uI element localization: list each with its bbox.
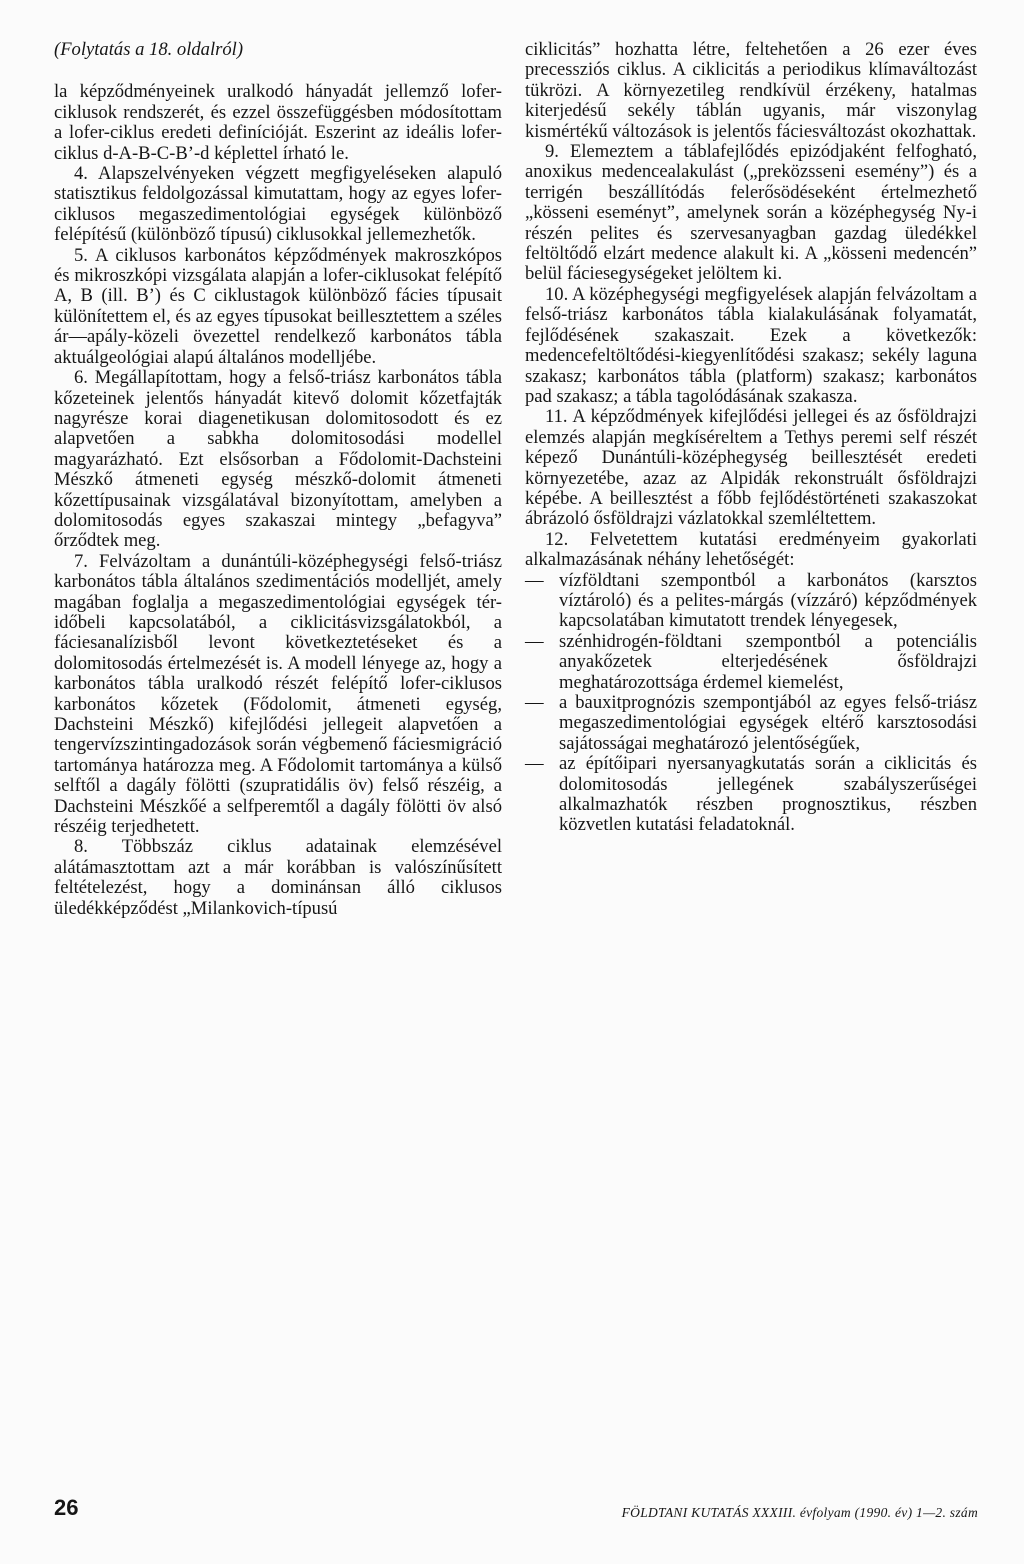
list-item	[525, 693, 977, 754]
page-number: 26	[54, 1495, 79, 1520]
list-item	[525, 632, 977, 693]
left-column	[54, 40, 502, 919]
running-footer: FÖLDTANI KUTATÁS XXXIII. évfolyam (1990. év) 1—2. szám	[621, 1505, 978, 1520]
paragraph: 5. A ciklusos karbonátos képződmények makroszkópos és mikroszkópi vizsgálata alapján a lofer-ciklusokat felépítő A, B (ill. B’) és C ciklustagok különböző fácies típusait különítettem el, és az egyes típusokat beillesztettem a széles ár—apály-közeli övezettel rendelkező karbonátos tábla aktuálgeológiai alapú általános modelljébe.	[54, 244, 502, 368]
application-list	[525, 571, 977, 836]
list-item-text: szénhidrogén-földtani szempontból a potenciális anyakőzetek elterjedésének ősföldrajzi meghatározottsága érdemel kiemelést,	[559, 630, 977, 693]
paragraph: 8. Többszáz ciklus adatainak elemzésével alátámasztottam azt a már korábban is valószínűsített feltételezést, hogy a dominánsan álló ciklusos üledékképződést „Milankovich-típusú	[54, 836, 502, 919]
list-dash: —	[525, 753, 544, 775]
list-item-text: vízföldtani szempontból a karbonátos (karsztos víztároló) és a pelites-márgás (vízzáró) képződmények kapcsolatában kimutatott trendek lényegesek,	[559, 569, 977, 632]
list-item	[525, 754, 977, 836]
paragraph: 6. Megállapítottam, hogy a felső-triász karbonátos tábla kőzeteinek jelentős hányadát kitevő dolomit kőzetfajták nagyrésze korai diagenetikusan dolomitosodott és ez alapvetően a sabkha dolomitosodási modellel magyarázható. Ezt elsősorban a Fődolomit-Dachsteini Mészkő átmeneti egység mészkő-dolomit átmeneti kőzettípusainak vizsgálatával bizonyítottam, amelyben a dolomitosodás egyes szakaszai mintegy „befagyva” őrződtek meg.	[54, 367, 502, 552]
right-column	[525, 40, 977, 836]
paragraph: la képződményeinek uralkodó hányadát jellemző lofer-ciklusok rendszerét, és ezzel összefüggésben módosítottam a lofer-ciklus eredeti definícióját. Eszerint az ideális lofer-ciklus d-A-B-C-B’-d képlettel írható le.	[54, 81, 502, 164]
list-dash: —	[525, 692, 544, 713]
paragraph: 10. A középhegységi megfigyelések alapján felvázoltam a felső-triász karbonátos tábla kialakulásának folyamatát, fejlődésének szakaszait. Ezek a következők: medencefeltöltődési-kiegyenlítődési szakasz; sekély laguna szakasz; karbonátos tábla (platform) szakasz; karbonátos pad szakasz; a tábla tagolódásának szakasza.	[525, 283, 977, 407]
paragraph: 12. Felvetettem kutatási eredményeim gyakorlati alkalmazásának néhány lehetőségét:	[525, 528, 977, 571]
paragraph: 9. Elemeztem a táblafejlődés epizódjaként felfogható, anoxikus medencealakulást („preközsseni esemény”) és a terrigén beszállítódás felerősödéseként értelmezhető „kösseni eseményt”, amelynek során a középhegység Ny-i részén pelites és szervesanyagban gazdag üledékkel feltöltődő elzárt medence alakult ki. A „kösseni medencén” belül fáciesegységeket jelöltem ki.	[525, 141, 977, 285]
paragraph: 7. Felvázoltam a dunántúli-középhegységi felső-triász karbonátos tábla általános szedimentációs modelljét, amely magában foglalja a megaszedimentológiai egységek tér-időbeli kapcsolatából, a ciklicitásvizsgálatokból, a fáciesanalízisből levont következtetéseket és a dolomitosodás értelmezését is. A modell lényege az, hogy a karbonátos tábla uralkodó részét felépítő lofer-ciklusos karbonátos kőzetek (Fődolomit, átmeneti egység, Dachsteini Mészkő) kifejlődési jellegeit alapvetően a tengervízszintingadozások során végbemenő fáciesmigráció tartománya határozza meg. A Fődolomit tartománya a külső selftől a dagály fölötti (szupratidális öv) felső részéig, a Dachsteini Mészkőé a selfperemtől a dagály fölötti öv alsó részéig terjedhetett.	[54, 550, 502, 838]
paragraph: 4. Alapszelvényeken végzett megfigyeléseken alapuló statisztikus feldolgozással kimutattam, hogy az egyes lofer-ciklusos megaszedimentológiai egységek különböző felépítésű (különböző típusú) ciklusokkal jellemezhetők.	[54, 163, 502, 246]
list-item	[525, 571, 977, 632]
list-dash: —	[525, 630, 544, 652]
list-item-text: a bauxitprognózis szempontjából az egyes felső-triász megaszedimentológiai egységek eltérő karsztosodási sajátosságai meghatározó jelentőségűek,	[559, 692, 977, 754]
list-item-text: az építőipari nyersanyagkutatás során a ciklicitás és dolomitosodás jellegének szabályszerűségei alkalmazhatók részben prognosztikus, részben közvetlen kutatási feladatoknál.	[559, 753, 977, 836]
continued-note: (Folytatás a 18. oldalról)	[54, 39, 244, 60]
paragraph: 11. A képződmények kifejlődési jellegei és az ősföldrajzi elemzés alapján megkíséreltem a Tethys peremi self részét képező Dunántúli-középhegység beillesztését eredeti környezetébe, azaz az Alpidák rekonstruált ősföldrajzi képébe. A beillesztést a főbb fejlődéstörténeti szakaszokat ábrázoló ősföldrajzi vázlatokkal szemléltettem.	[525, 406, 977, 530]
paragraph: ciklicitás” hozhatta létre, feltehetően a 26 ezer éves precessziós ciklus. A ciklicitás a periodikus klímaváltozást tükrözi. A környezetileg rendkívül érzékeny, hatalmas kiterjedésű sekély táblán ugyanis, már viszonylag kismértékű változások is jelentős fáciesváltozást okozhattak.	[525, 39, 977, 142]
list-dash: —	[525, 569, 544, 591]
